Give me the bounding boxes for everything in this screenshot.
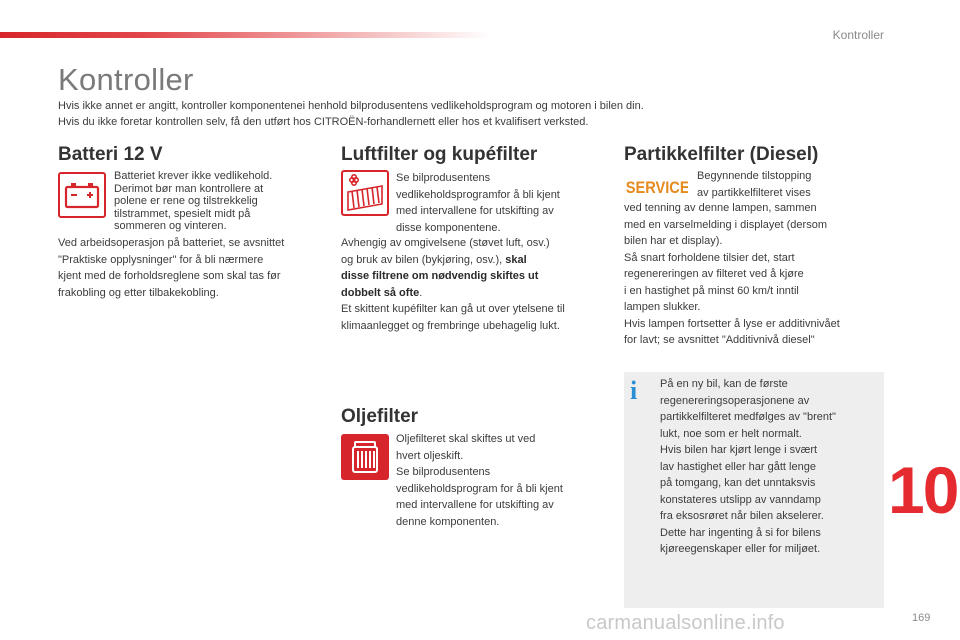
info-line: på tomgang, kan det unntaksvis: [660, 477, 816, 489]
air-filter-body-normal: .: [419, 286, 423, 299]
air-filter-body-text: [341, 235, 565, 334]
info-line: lav hastighet eller har gått lenge: [660, 460, 816, 473]
chapter-number: 10: [888, 453, 958, 527]
watermark: carmanualsonline.info: [586, 612, 785, 634]
battery-icon-line: tilstrammet, spesielt midt på: [114, 207, 251, 220]
info-line: På en ny bil, kan de første: [660, 378, 788, 390]
battery-icon-line: polene er rene og tilstrekkelig: [114, 195, 258, 207]
air-filter-body-bold: skal: [505, 253, 527, 266]
battery-body-line: kjent med de forholdsreglene som skal tas før: [58, 270, 281, 282]
particle-filter-body-line: i en hastighet på minst 60 km/t inntil: [624, 284, 799, 297]
air-filter-icon-line: disse komponentene.: [396, 221, 501, 234]
battery-body-text: [58, 235, 284, 301]
battery-body-line: Ved arbeidsoperasjon på batteriet, se avsnittet: [58, 237, 285, 249]
air-filter-body-normal: og bruk av bilen (bykjøring, osv.),: [341, 253, 503, 266]
air-filter-icon-line: Se bilprodusentens: [396, 172, 491, 184]
header-section-label: Kontroller: [832, 28, 884, 42]
air-filter-body-bold: disse filtrene om nødvendig skiftes ut: [341, 270, 539, 282]
particle-filter-body-line: Så snart forholdene tilsier det, start: [624, 251, 795, 264]
air-filter-body-bold: dobbelt så ofte: [341, 286, 420, 299]
intro-line: Hvis ikke annet er angitt, kontroller komponentenei henhold bilprodusentens vedlikeholdsprogram og motoren i bilen din.: [58, 100, 644, 112]
particle-filter-icon-text: [697, 168, 811, 201]
particle-filter-body-line: Hvis lampen fortsetter å lyse er additivnivået: [624, 317, 840, 330]
battery-icon-line: Batteriet krever ikke vedlikehold.: [114, 170, 273, 182]
air-filter-icon-line: med intervallene for utskifting av: [396, 205, 554, 217]
info-line: regenereringsoperasjonene av: [660, 394, 810, 407]
oil-filter-line: Se bilprodusentens: [396, 466, 491, 478]
oil-filter-line: vedlikeholdsprogram for å bli kjent: [396, 482, 563, 495]
battery-body-line: frakobling og etter tilbakekobling.: [58, 286, 219, 299]
battery-icon-line: sommeren og vinteren.: [114, 220, 227, 232]
air-filter-body-line: [341, 285, 565, 302]
intro-line: Hvis du ikke foretar kontrollen selv, få den utført hos CITROËN-forhandlernett eller hos et kvalifisert verksted.: [58, 116, 589, 128]
oil-filter-line: hvert oljeskift.: [396, 449, 464, 462]
particle-filter-body-line: for lavt; se avsnittet "Additivnivå diesel": [624, 334, 815, 346]
air-filter-body-line: [341, 268, 565, 285]
header-accent-bar: [0, 32, 490, 38]
battery-icon-line: Derimot bør man kontrollere at: [114, 182, 264, 195]
info-line: konstateres utslipp av vanndamp: [660, 493, 821, 506]
air-filter-icon-line: vedlikeholdsprogramfor å bli kjent: [396, 188, 560, 201]
oil-filter-section-title: Oljefilter: [341, 406, 419, 427]
oil-filter-text: [396, 431, 563, 530]
info-text: [660, 376, 836, 558]
page-number: 169: [912, 612, 931, 624]
particle-filter-icon-line: Begynnende tilstopping: [697, 170, 812, 182]
particle-filter-body-line: lampen slukker.: [624, 301, 701, 313]
service-warning-icon: [624, 174, 688, 198]
particle-filter-icon-line: av partikkelfilteret vises: [697, 186, 811, 199]
intro-text: [58, 98, 644, 130]
info-line: partikkelfilteret medfølges av "brent": [660, 411, 836, 423]
info-line: Dette har ingenting å si for bilens: [660, 526, 821, 539]
battery-section-title: Batteri 12 V: [58, 144, 163, 165]
particle-filter-section-title: Partikkelfilter (Diesel): [624, 144, 819, 165]
oil-filter-line: med intervallene for utskifting av: [396, 499, 554, 511]
air-filter-body-line: Avhengig av omgivelsene (støvet luft, osv.): [341, 237, 550, 249]
particle-filter-body-line: regenereringen av filteret ved å kjøre: [624, 268, 804, 280]
battery-icon: [58, 172, 106, 218]
air-filter-section-title: Luftfilter og kupéfilter: [341, 144, 538, 165]
particle-filter-body-text: [624, 200, 840, 349]
info-line: lukt, noe som er helt normalt.: [660, 427, 802, 440]
service-label: SERVICE: [625, 179, 688, 198]
air-filter-icon-text: [396, 170, 560, 236]
air-filter-body-line: klimaanlegget og frembringe ubehagelig lukt.: [341, 319, 560, 332]
info-line: kjøreegenskaper eller for miljøet.: [660, 543, 821, 555]
air-filter-icon: [341, 170, 389, 216]
particle-filter-body-line: ved tenning av denne lampen, sammen: [624, 202, 817, 214]
oil-filter-line: Oljefilteret skal skiftes ut ved: [396, 433, 536, 445]
particle-filter-body-line: bilen har et display).: [624, 235, 723, 247]
particle-filter-body-line: med en varselmelding i displayet (dersom: [624, 218, 827, 231]
info-line: fra eksosrøret når bilen akselerer.: [660, 510, 824, 522]
oil-filter-line: denne komponenten.: [396, 515, 500, 528]
battery-body-line: "Praktiske opplysninger" for å bli nærmere: [58, 253, 264, 266]
oil-filter-icon: [341, 434, 389, 480]
page-title: Kontroller: [58, 62, 194, 97]
info-line: Hvis bilen har kjørt lenge i svært: [660, 444, 818, 456]
air-filter-body-line: Et skittent kupéfilter kan gå ut over ytelsene til: [341, 303, 565, 315]
battery-icon-text: [114, 170, 272, 233]
info-icon: i: [630, 376, 638, 405]
air-filter-body-line: [341, 252, 565, 269]
